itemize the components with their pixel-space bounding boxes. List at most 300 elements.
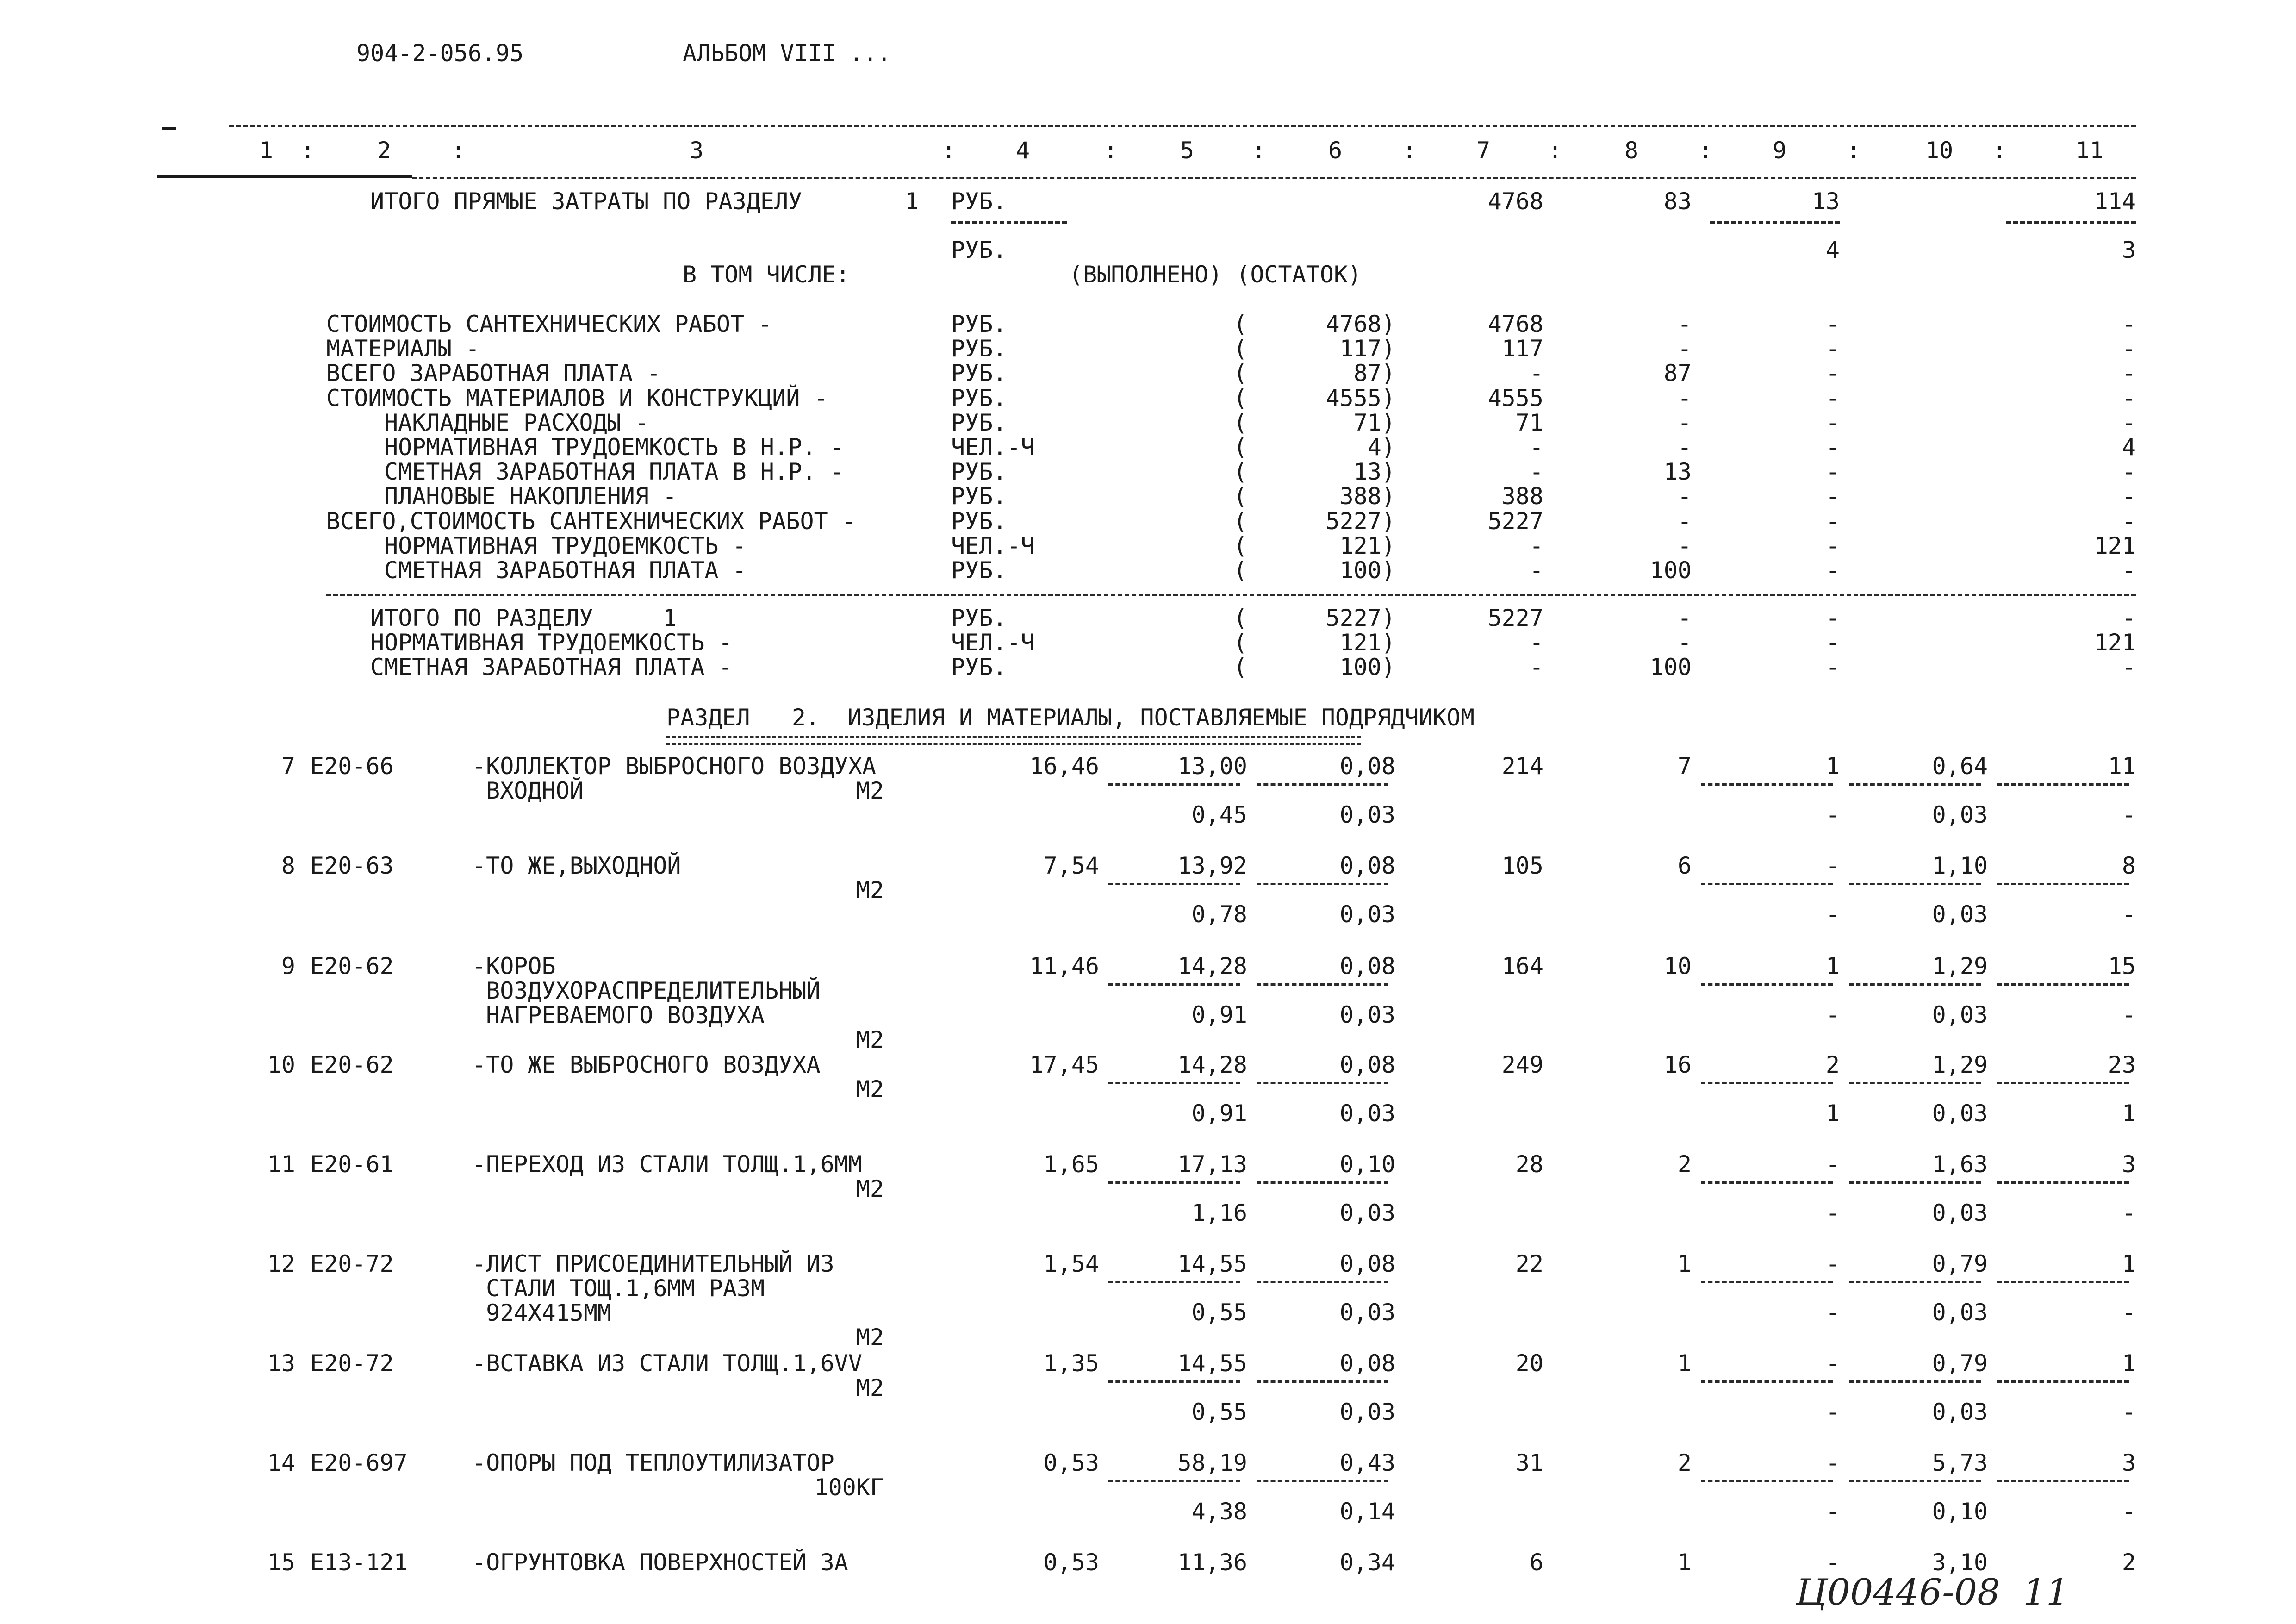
value: - — [2122, 801, 2136, 828]
value: 3,10 — [1932, 1549, 1988, 1576]
item-number: 7 — [281, 753, 295, 780]
section-title: РАЗДЕЛ 2. ИЗДЕЛИЯ И МАТЕРИАЛЫ, ПОСТАВЛЯЕМЫЕ ПОДРЯДЧИКОМ — [666, 704, 1475, 731]
underline — [1849, 1480, 1981, 1482]
unit: М2 — [856, 1076, 884, 1103]
section-rule — [326, 594, 2136, 596]
rate-code: Е13-121 — [310, 1549, 408, 1576]
underline — [1257, 1181, 1388, 1184]
value: 0,55 — [1191, 1399, 1247, 1425]
value: - — [1825, 1350, 1840, 1377]
underline — [1701, 1181, 1833, 1184]
value: 71) — [1353, 409, 1395, 436]
value: 0,43 — [1339, 1449, 1395, 1476]
value: 1,35 — [1043, 1350, 1099, 1377]
value: 1,29 — [1932, 1051, 1988, 1078]
margin-tick — [162, 127, 176, 130]
section-title-underline — [666, 736, 1361, 745]
value: - — [1825, 532, 1840, 559]
value: - — [2122, 557, 2136, 584]
total-direct-label: ИТОГО ПРЯМЫЕ ЗАТРАТЫ ПО РАЗДЕЛУ — [370, 188, 803, 215]
unit: РУБ. — [951, 483, 1007, 510]
open-paren: ( — [1233, 605, 1248, 631]
value: 0,03 — [1339, 1299, 1395, 1326]
open-paren: ( — [1233, 483, 1248, 510]
value: 1 — [1825, 1100, 1840, 1127]
column-separator: : — [1252, 137, 1266, 164]
value: 0,08 — [1339, 953, 1395, 980]
open-paren: ( — [1233, 654, 1248, 681]
value: 1,63 — [1932, 1151, 1988, 1178]
underline — [1710, 221, 1840, 224]
unit: М2 — [856, 777, 884, 804]
item-number: 11 — [267, 1151, 295, 1178]
value: - — [1825, 458, 1840, 486]
value: 87) — [1353, 360, 1395, 387]
summary-label: ВСЕГО ЗАРАБОТНАЯ ПЛАТА - — [326, 360, 661, 387]
unit: М2 — [856, 1374, 884, 1401]
underline — [1108, 1281, 1240, 1283]
value: - — [1825, 901, 1840, 928]
summary-label: НОРМАТИВНАЯ ТРУДОЕМКОСТЬ - — [384, 532, 747, 559]
value: 4 — [1825, 237, 1840, 263]
value: 15 — [2108, 953, 2136, 980]
value: 4768 — [1487, 188, 1543, 215]
unit: РУБ. — [951, 335, 1007, 362]
item-number: 10 — [267, 1051, 295, 1078]
value: - — [1825, 409, 1840, 436]
value: - — [1677, 409, 1692, 436]
item-number: 14 — [267, 1449, 295, 1476]
underline — [1849, 883, 1981, 885]
underline — [1108, 783, 1240, 786]
value: 0,79 — [1932, 1250, 1988, 1277]
column-header: 4 — [1016, 137, 1030, 164]
value: 14,28 — [1177, 953, 1247, 980]
value: - — [1825, 360, 1840, 387]
value: 249 — [1501, 1051, 1543, 1078]
underline — [1997, 1480, 2129, 1482]
value: 13,00 — [1177, 753, 1247, 780]
value: 14,55 — [1177, 1250, 1247, 1277]
column-separator: : — [1992, 137, 2007, 164]
value: - — [2122, 1001, 2136, 1028]
value: 0,10 — [1932, 1498, 1988, 1525]
value: 0,91 — [1191, 1001, 1247, 1028]
value: - — [1825, 1151, 1840, 1178]
value: 0,03 — [1339, 901, 1395, 928]
document-code: 904-2-056.95 — [356, 40, 524, 67]
value: 0,03 — [1339, 1199, 1395, 1226]
value: 0,03 — [1339, 1399, 1395, 1425]
value: 100) — [1339, 654, 1395, 681]
value: 0,55 — [1191, 1299, 1247, 1326]
underline — [1701, 1380, 1833, 1383]
value: 14,55 — [1177, 1350, 1247, 1377]
value: 0,79 — [1932, 1350, 1988, 1377]
unit: РУБ. — [951, 458, 1007, 486]
value: - — [2122, 507, 2136, 535]
underline — [1849, 1181, 1981, 1184]
column-header: 5 — [1180, 137, 1195, 164]
underline — [1849, 783, 1981, 786]
underline — [1257, 883, 1388, 885]
value: 6 — [1529, 1549, 1543, 1576]
underline — [1257, 983, 1388, 986]
value: - — [1825, 1001, 1840, 1028]
value: - — [1825, 557, 1840, 584]
item-description: -ВСТАВКА ИЗ СТАЛИ ТОЛЩ.1,6VV — [472, 1350, 862, 1377]
value: 16,46 — [1029, 753, 1099, 780]
summary-label: СМЕТНАЯ ЗАРАБОТНАЯ ПЛАТА - — [370, 654, 733, 681]
summary-label: СМЕТНАЯ ЗАРАБОТНАЯ ПЛАТА В Н.Р. - — [384, 458, 844, 486]
item-description: -ОГРУНТОВКА ПОВЕРХНОСТЕЙ ЗА — [472, 1549, 848, 1576]
value: 121) — [1339, 532, 1395, 559]
underline — [1849, 1281, 1981, 1283]
summary-label: ИТОГО ПО РАЗДЕЛУ 1 — [370, 605, 677, 631]
value: - — [2122, 335, 2136, 362]
item-description: -ЛИСТ ПРИСОЕДИНИТЕЛЬНЫЙ ИЗ — [472, 1250, 834, 1277]
value: 0,08 — [1339, 1250, 1395, 1277]
item-number: 12 — [267, 1250, 295, 1277]
unit: ЧЕЛ.-Ч — [951, 532, 1035, 559]
value: 13) — [1353, 458, 1395, 486]
value: 2 — [1677, 1449, 1692, 1476]
summary-label: ПЛАНОВЫЕ НАКОПЛЕНИЯ - — [384, 483, 677, 510]
value: 1 — [2122, 1350, 2136, 1377]
unit: РУБ. — [951, 237, 1007, 263]
unit: РУБ. — [951, 605, 1007, 631]
open-paren: ( — [1233, 335, 1248, 362]
value: 0,03 — [1339, 801, 1395, 828]
value: 0,10 — [1339, 1151, 1395, 1178]
item-number: 15 — [267, 1549, 295, 1576]
underline — [1257, 1480, 1388, 1482]
value: 0,03 — [1932, 1199, 1988, 1226]
value: 100) — [1339, 557, 1395, 584]
value: - — [1529, 434, 1543, 461]
column-header: 1 — [259, 137, 274, 164]
value: 2 — [2122, 1549, 2136, 1576]
column-header: 6 — [1328, 137, 1343, 164]
value: 1 — [1677, 1350, 1692, 1377]
summary-label: ВСЕГО,СТОИМОСТЬ САНТЕХНИЧЕСКИХ РАБОТ - — [326, 507, 856, 535]
underline — [1108, 1082, 1240, 1084]
value: 11 — [2108, 753, 2136, 780]
value: 4555 — [1487, 384, 1543, 412]
value: - — [1825, 483, 1840, 510]
value: - — [1677, 335, 1692, 362]
underline — [1849, 1380, 1981, 1383]
value: - — [1825, 654, 1840, 681]
item-description: 924Х415ММ — [472, 1299, 612, 1326]
item-description: НАГРЕВАЕМОГО ВОЗДУХА — [472, 1002, 765, 1029]
value: 5227) — [1325, 605, 1395, 631]
value: 1,16 — [1191, 1199, 1247, 1226]
rate-code: Е20-62 — [310, 1051, 394, 1078]
value: - — [1825, 311, 1840, 337]
value: 388 — [1501, 483, 1543, 510]
value: 0,08 — [1339, 753, 1395, 780]
unit: М2 — [856, 877, 884, 904]
value: 1,65 — [1043, 1151, 1099, 1178]
value: 0,45 — [1191, 801, 1247, 828]
done-rest-label: (ВЫПОЛНЕНО) (ОСТАТОК) — [1069, 261, 1362, 288]
value: - — [1825, 629, 1840, 656]
unit: РУБ. — [951, 654, 1007, 681]
underline — [1108, 983, 1240, 986]
underline — [1701, 983, 1833, 986]
value: 14,28 — [1177, 1051, 1247, 1078]
unit: РУБ. — [951, 557, 1007, 584]
underline — [1108, 1380, 1240, 1383]
value: - — [1825, 801, 1840, 828]
value: - — [2122, 654, 2136, 681]
underline — [1997, 1082, 2129, 1084]
value: 0,53 — [1043, 1449, 1099, 1476]
value: - — [2122, 1498, 2136, 1525]
value: 3 — [2122, 1151, 2136, 1178]
column-header: 2 — [377, 137, 392, 164]
underline — [1108, 1480, 1240, 1482]
value: - — [2122, 311, 2136, 337]
value: 1 — [2122, 1100, 2136, 1127]
rate-code: Е20-72 — [310, 1350, 394, 1377]
item-number: 8 — [281, 852, 295, 879]
summary-label: НОРМАТИВНАЯ ТРУДОЕМКОСТЬ В Н.Р. - — [384, 434, 844, 461]
value: 388) — [1339, 483, 1395, 510]
underline — [1997, 1181, 2129, 1184]
unit: ЧЕЛ.-Ч — [951, 629, 1035, 656]
value: 117) — [1339, 335, 1395, 362]
value: 4768) — [1325, 311, 1395, 337]
column-header: 9 — [1773, 137, 1787, 164]
summary-label: НАКЛАДНЫЕ РАСХОДЫ - — [384, 409, 649, 436]
value: - — [1529, 654, 1543, 681]
value: 7,54 — [1043, 852, 1099, 879]
item-description: -КОЛЛЕКТОР ВЫБРОСНОГО ВОЗДУХА — [472, 753, 876, 780]
value: 1 — [1677, 1549, 1692, 1576]
unit: 100КГ — [814, 1474, 884, 1501]
unit: ЧЕЛ.-Ч — [951, 434, 1035, 461]
value: 1 — [1825, 953, 1840, 980]
underline — [1997, 983, 2129, 986]
underline — [1701, 1281, 1833, 1283]
including-label: В ТОМ ЧИСЛЕ: — [683, 261, 850, 288]
item-description: СТАЛИ ТОЩ.1,6ММ РАЗМ — [472, 1275, 765, 1302]
value: - — [1677, 532, 1692, 559]
rate-code: Е20-62 — [310, 953, 394, 980]
column-header: 3 — [690, 137, 704, 164]
value: - — [2122, 360, 2136, 387]
value: 105 — [1501, 852, 1543, 879]
open-paren: ( — [1233, 507, 1248, 535]
rate-code: Е20-61 — [310, 1151, 394, 1178]
underline — [1257, 1281, 1388, 1283]
underline — [1701, 1082, 1833, 1084]
value: 58,19 — [1177, 1449, 1247, 1476]
value: - — [2122, 458, 2136, 486]
value: 0,08 — [1339, 1051, 1395, 1078]
underline — [1701, 883, 1833, 885]
value: 1 — [1677, 1250, 1692, 1277]
rate-code: Е20-63 — [310, 852, 394, 879]
value: 3 — [2122, 237, 2136, 263]
value: - — [1677, 434, 1692, 461]
value: - — [1825, 335, 1840, 362]
value: 0,78 — [1191, 901, 1247, 928]
summary-label: НОРМАТИВНАЯ ТРУДОЕМКОСТЬ - — [370, 629, 733, 656]
underline — [1997, 1380, 2129, 1383]
column-separator: : — [1104, 137, 1118, 164]
value: 0,03 — [1932, 901, 1988, 928]
value: - — [1677, 311, 1692, 337]
value: 214 — [1501, 753, 1543, 780]
value: 1,29 — [1932, 953, 1988, 980]
value: 164 — [1501, 953, 1543, 980]
value: 7 — [1677, 753, 1692, 780]
value: 87 — [1663, 360, 1692, 387]
unit: РУБ. — [951, 507, 1007, 535]
value: - — [1677, 483, 1692, 510]
summary-label: СТОИМОСТЬ МАТЕРИАЛОВ И КОНСТРУКЦИЙ - — [326, 384, 828, 412]
column-header: 7 — [1476, 137, 1491, 164]
value: - — [1529, 557, 1543, 584]
value: - — [1825, 1299, 1840, 1326]
open-paren: ( — [1233, 557, 1248, 584]
underline — [1257, 1380, 1388, 1383]
value: 71 — [1515, 409, 1543, 436]
value: - — [1825, 1549, 1840, 1576]
summary-label: СТОИМОСТЬ САНТЕХНИЧЕСКИХ РАБОТ - — [326, 311, 772, 337]
column-header: 10 — [1925, 137, 1954, 164]
item-description: ВОЗДУХОРАСПРЕДЕЛИТЕЛЬНЫЙ — [472, 977, 821, 1004]
value: - — [1529, 629, 1543, 656]
table-top-rule — [229, 125, 2136, 127]
value: - — [1825, 605, 1840, 631]
value: - — [1677, 629, 1692, 656]
value: 0,53 — [1043, 1549, 1099, 1576]
value: - — [2122, 901, 2136, 928]
column-separator: : — [301, 137, 315, 164]
value: 2 — [1677, 1151, 1692, 1178]
value: 114 — [2094, 188, 2136, 215]
value: 0,03 — [1339, 1100, 1395, 1127]
value: 0,03 — [1932, 1399, 1988, 1425]
section-number: 1 — [905, 188, 919, 215]
value: 10 — [1663, 953, 1692, 980]
item-number: 9 — [281, 953, 295, 980]
value: - — [2122, 1199, 2136, 1226]
underline — [2006, 221, 2136, 224]
unit: М2 — [856, 1026, 884, 1053]
value: 20 — [1515, 1350, 1543, 1377]
value: - — [1825, 384, 1840, 412]
underline — [951, 221, 1067, 224]
value: 1 — [2122, 1250, 2136, 1277]
value: 0,08 — [1339, 852, 1395, 879]
column-separator: : — [451, 137, 466, 164]
value: 0,14 — [1339, 1498, 1395, 1525]
summary-label: МАТЕРИАЛЫ - — [326, 335, 480, 362]
column-separator: : — [1847, 137, 1861, 164]
item-description: -КОРОБ — [472, 953, 556, 980]
value: - — [2122, 384, 2136, 412]
underline — [1849, 1082, 1981, 1084]
value: 0,91 — [1191, 1100, 1247, 1127]
rate-code: Е20-66 — [310, 753, 394, 780]
unit: РУБ. — [951, 188, 1007, 215]
value: 0,34 — [1339, 1549, 1395, 1576]
value: 28 — [1515, 1151, 1543, 1178]
unit: РУБ. — [951, 311, 1007, 337]
value: - — [1825, 1250, 1840, 1277]
open-paren: ( — [1233, 629, 1248, 656]
value: 1,10 — [1932, 852, 1988, 879]
unit: М2 — [856, 1324, 884, 1351]
value: 1 — [1825, 753, 1840, 780]
value: - — [2122, 1399, 2136, 1425]
value: 0,03 — [1339, 1001, 1395, 1028]
item-description: -ОПОРЫ ПОД ТЕПЛОУТИЛИЗАТОР — [472, 1449, 834, 1476]
value: 0,64 — [1932, 753, 1988, 780]
underline — [1997, 883, 2129, 885]
value: - — [1825, 1498, 1840, 1525]
value: 8 — [2122, 852, 2136, 879]
value: - — [1825, 1399, 1840, 1425]
item-description: ВХОДНОЙ — [472, 777, 584, 804]
item-description: -ТО ЖЕ,ВЫХОДНОЙ — [472, 852, 681, 879]
underline — [1997, 1281, 2129, 1283]
value: 5227 — [1487, 507, 1543, 535]
value: - — [1825, 507, 1840, 535]
value: - — [1825, 852, 1840, 879]
value: 4) — [1367, 434, 1395, 461]
value: 121 — [2094, 532, 2136, 559]
value: 4555) — [1325, 384, 1395, 412]
value: 2 — [1825, 1051, 1840, 1078]
unit: РУБ. — [951, 360, 1007, 387]
value: 11,46 — [1029, 953, 1099, 980]
value: 0,03 — [1932, 1001, 1988, 1028]
open-paren: ( — [1233, 311, 1248, 337]
unit: РУБ. — [951, 384, 1007, 412]
value: 5,73 — [1932, 1449, 1988, 1476]
underline — [1108, 1181, 1240, 1184]
unit: М2 — [856, 1175, 884, 1202]
item-number: 13 — [267, 1350, 295, 1377]
value: - — [2122, 409, 2136, 436]
column-separator: : — [1548, 137, 1562, 164]
column-separator: : — [1402, 137, 1417, 164]
column-separator: : — [1699, 137, 1713, 164]
open-paren: ( — [1233, 434, 1248, 461]
value: 4 — [2122, 434, 2136, 461]
open-paren: ( — [1233, 458, 1248, 486]
underline — [1997, 783, 2129, 786]
column-header: 11 — [2076, 137, 2104, 164]
value: 117 — [1501, 335, 1543, 362]
open-paren: ( — [1233, 532, 1248, 559]
underline — [1701, 1480, 1833, 1482]
value: 5227) — [1325, 507, 1395, 535]
value: 17,45 — [1029, 1051, 1099, 1078]
value: 3 — [2122, 1449, 2136, 1476]
value: 121 — [2094, 629, 2136, 656]
value: 13 — [1663, 458, 1692, 486]
underline — [1849, 983, 1981, 986]
value: 4,38 — [1191, 1498, 1247, 1525]
underline — [1257, 1082, 1388, 1084]
